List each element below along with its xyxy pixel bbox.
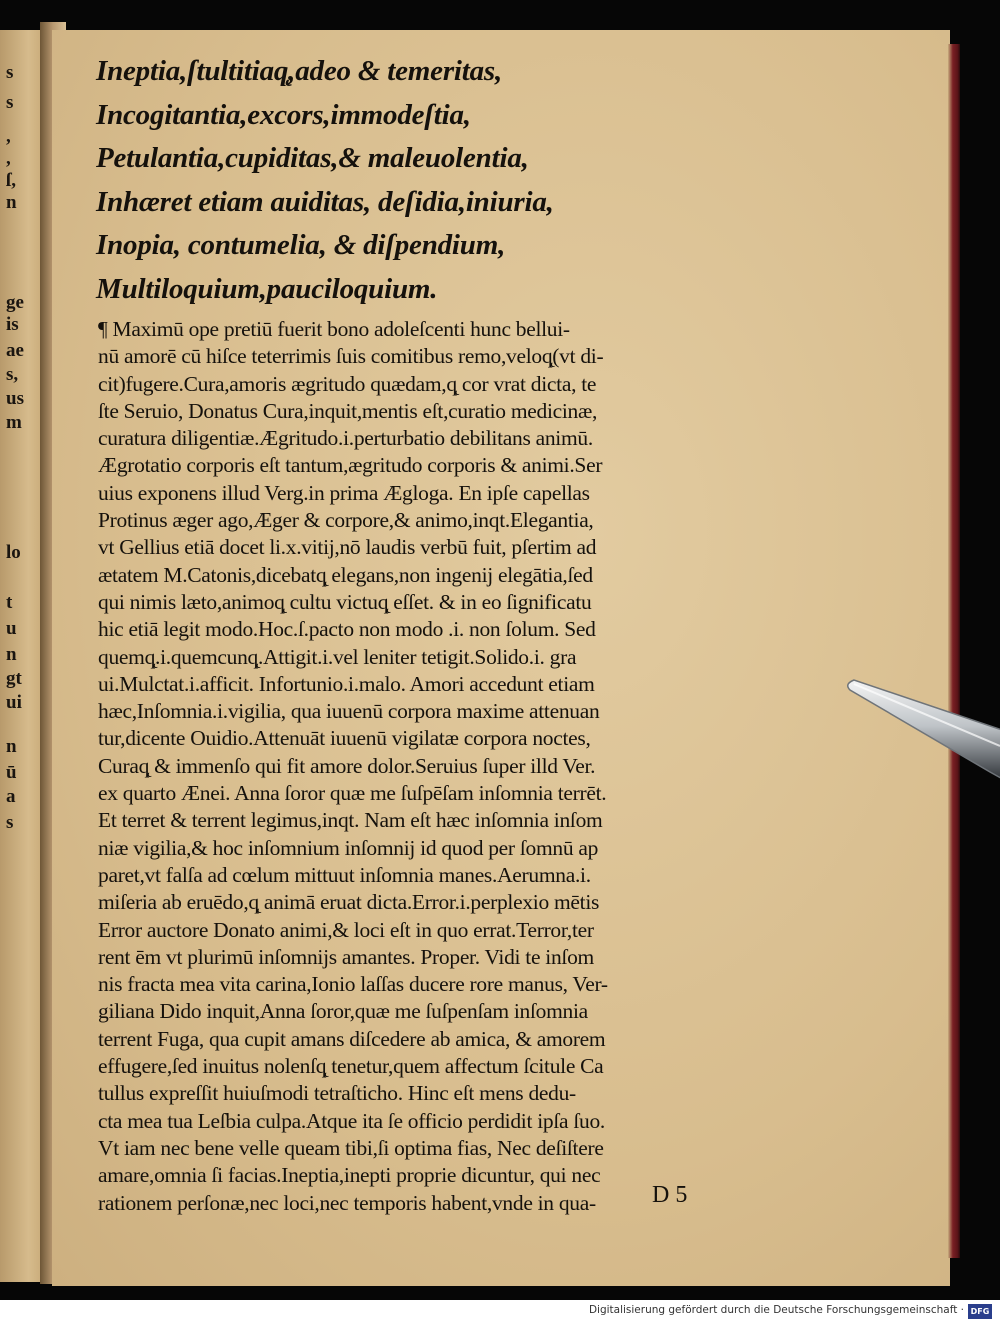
- left-page-fragment: s: [6, 62, 14, 83]
- text-line: Protinus æger ago,Æger & corpore,& animo,inqt.Elegantia,: [98, 508, 594, 533]
- verse-line: Petulantia,cupiditas,& maleuolentia,: [96, 142, 529, 175]
- left-page-fragment: m: [6, 412, 22, 433]
- left-page-fragment: n: [6, 644, 17, 665]
- text-line: cit)fugere.Cura,amoris ægritudo quædam,q̨ cor vrat dicta, te: [98, 371, 597, 396]
- text-line: Error auctore Donato animi,& loci eſt in quo errat.Terror,ter: [98, 917, 594, 942]
- text-line: amare,omnia ſi facias.Ineptia,inepti proprie dicuntur, qui nec: [98, 1163, 601, 1188]
- left-page-fragment: ū: [6, 762, 17, 783]
- footer-bar: [0, 1300, 1000, 1324]
- text-line: hæc,Inſomnia.i.vigilia, qua iuuenū corpora maxime attenuan: [98, 699, 600, 724]
- left-page-fragment: s: [6, 92, 14, 113]
- left-page-fragment: is: [6, 314, 19, 335]
- page-edge: [948, 44, 960, 1258]
- text-line: ¶ Maximū ope pretiū fuerit bono adoleſcenti hunc bellui-: [98, 317, 570, 341]
- text-line: ætatem M.Catonis,dicebatq̨ elegans,non ingenij elegātia,ſed: [98, 562, 593, 587]
- text-line: terrent Fuga, qua cupit amans diſcedere ab amica, & amorem: [98, 1026, 606, 1051]
- text-line: qui nimis læto,animoq̨ cultu victuq̨ eſſet. & in eo ſignificatu: [98, 589, 592, 614]
- text-line: Curaq̨ & immenſo qui fit amore dolor.Seruius ſuper illd Ver.: [98, 753, 596, 778]
- commentary-text: [98, 316, 798, 1217]
- left-page-fragment: ui: [6, 692, 22, 713]
- text-line: curatura diligentiæ.Ægritudo.i.perturbatio debilitans animū.: [98, 426, 593, 451]
- verse-line: Inopia, contumelia, & diſpendium,: [96, 229, 506, 262]
- text-line: nū amorē cū hiſce teterrimis ſuis comitibus remo,veloq̨(vt di-: [98, 344, 604, 369]
- text-line: vt Gellius etiā docet li.x.vitij,nō laudis verbū fuit, pſertim ad: [98, 535, 597, 560]
- left-page-fragment: s: [6, 812, 14, 833]
- text-line: nis fracta mea vita carina,Ionio laſſas ducere rore manus, Ver-: [98, 972, 608, 997]
- verse-line: Ineptia,ſtultitiaq̨,adeo & temeritas,: [96, 55, 503, 87]
- left-page-fragment: ,: [6, 126, 11, 147]
- text-line: giliana Dido inquit,Anna ſoror,quæ me ſuſpenſam inſomnia: [98, 999, 588, 1024]
- footer-credit: Digitalisierung gefördert durch die Deutsche Forschungsgemeinschaft ·: [588, 1304, 964, 1316]
- verse-line: Incogitantia,excors,immodeſtia,: [96, 98, 471, 131]
- text-line: Ægrotatio corporis eſt tantum,ægritudo corporis & animi.Ser: [98, 453, 603, 478]
- left-page-fragment: ae: [6, 340, 24, 361]
- text-line: Et terret & terrent legimus,inqt. Nam eſt hæc inſomnia inſom: [98, 808, 603, 833]
- text-line: ui.Mulctat.i.afficit. Infortunio.i.malo. Amori accedunt etiam: [98, 671, 595, 696]
- left-page-fragment: gt: [6, 668, 22, 689]
- left-page-fragment: n: [6, 192, 17, 213]
- left-page-fragment: t: [6, 592, 13, 613]
- verse-line: Inhæret etiam auiditas, deſidia,iniuria,: [96, 185, 554, 218]
- pointer-stick-icon: [840, 660, 1000, 790]
- left-page-fragment: s,: [6, 364, 19, 385]
- left-page-fragment: a: [6, 786, 16, 807]
- text-line: tur,dicente Ouidio.Attenuāt iuuenū vigilatæ corpora noctes,: [98, 726, 591, 751]
- verse-list: [96, 50, 656, 312]
- left-page-fragment: lo: [6, 542, 21, 563]
- text-line: paret,vt falſa ad cœlum mittuut inſomnia manes.Aerumna.i.: [98, 862, 591, 887]
- text-line: uius exponens illud Verg.in prima Ægloga. En ipſe capellas: [98, 480, 590, 505]
- signature-mark: D 5: [652, 1182, 688, 1208]
- text-line: Vt iam nec bene velle queam tibi,ſi optima fias, Nec deſiſtere: [98, 1135, 604, 1160]
- text-line: ſte Seruio, Donatus Cura,inquit,mentis eſt,curatio medicinæ,: [98, 398, 598, 423]
- text-line: rationem perſonæ,nec loci,nec temporis habent,vnde in qua-: [98, 1190, 596, 1215]
- text-line: cta mea tua Leſbia culpa.Atque ita ſe officio perdidit ipſa ſuo.: [98, 1108, 605, 1133]
- left-page-fragment: ,: [6, 148, 11, 169]
- verse-line: Multiloquium,pauciloquium.: [96, 272, 438, 305]
- text-line: hic etiā legit modo.Hoc.ſ.pacto non modo .i. non ſolum. Sed: [98, 617, 596, 642]
- text-line: effugere,ſed inuitus nolenſq̨ tenetur,quem affectum ſcitule Ca: [98, 1054, 604, 1079]
- left-page-fragment: ge: [6, 292, 24, 313]
- left-page-fragment: u: [6, 618, 17, 639]
- left-page-fragment: ſ,: [6, 170, 17, 191]
- text-line: niæ vigilia,& hoc inſomnium inſomnij id quod per ſomnū ap: [98, 835, 599, 860]
- text-line: miſeria ab eruēdo,q̨ animā eruat dicta.Error.i.perplexio mētis: [98, 890, 600, 915]
- left-page-fragment: us: [6, 388, 24, 409]
- text-line: tullus expreſſit huiuſmodi tetraſticho. Hinc eſt mens dedu-: [98, 1081, 576, 1106]
- text-line: quemq̨.i.quemcunq̨.Attigit.i.vel leniter tetigit.Solido.i. gra: [98, 644, 577, 669]
- text-line: ex quarto Ænei. Anna ſoror quæ me ſuſpēſam inſomnia terrēt.: [98, 781, 607, 806]
- left-page-fragment: n: [6, 736, 17, 757]
- text-line: rent ēm vt plurimū inſomnijs amantes. Proper. Vidi te inſom: [98, 944, 594, 969]
- dfg-logo: DFG: [968, 1304, 992, 1319]
